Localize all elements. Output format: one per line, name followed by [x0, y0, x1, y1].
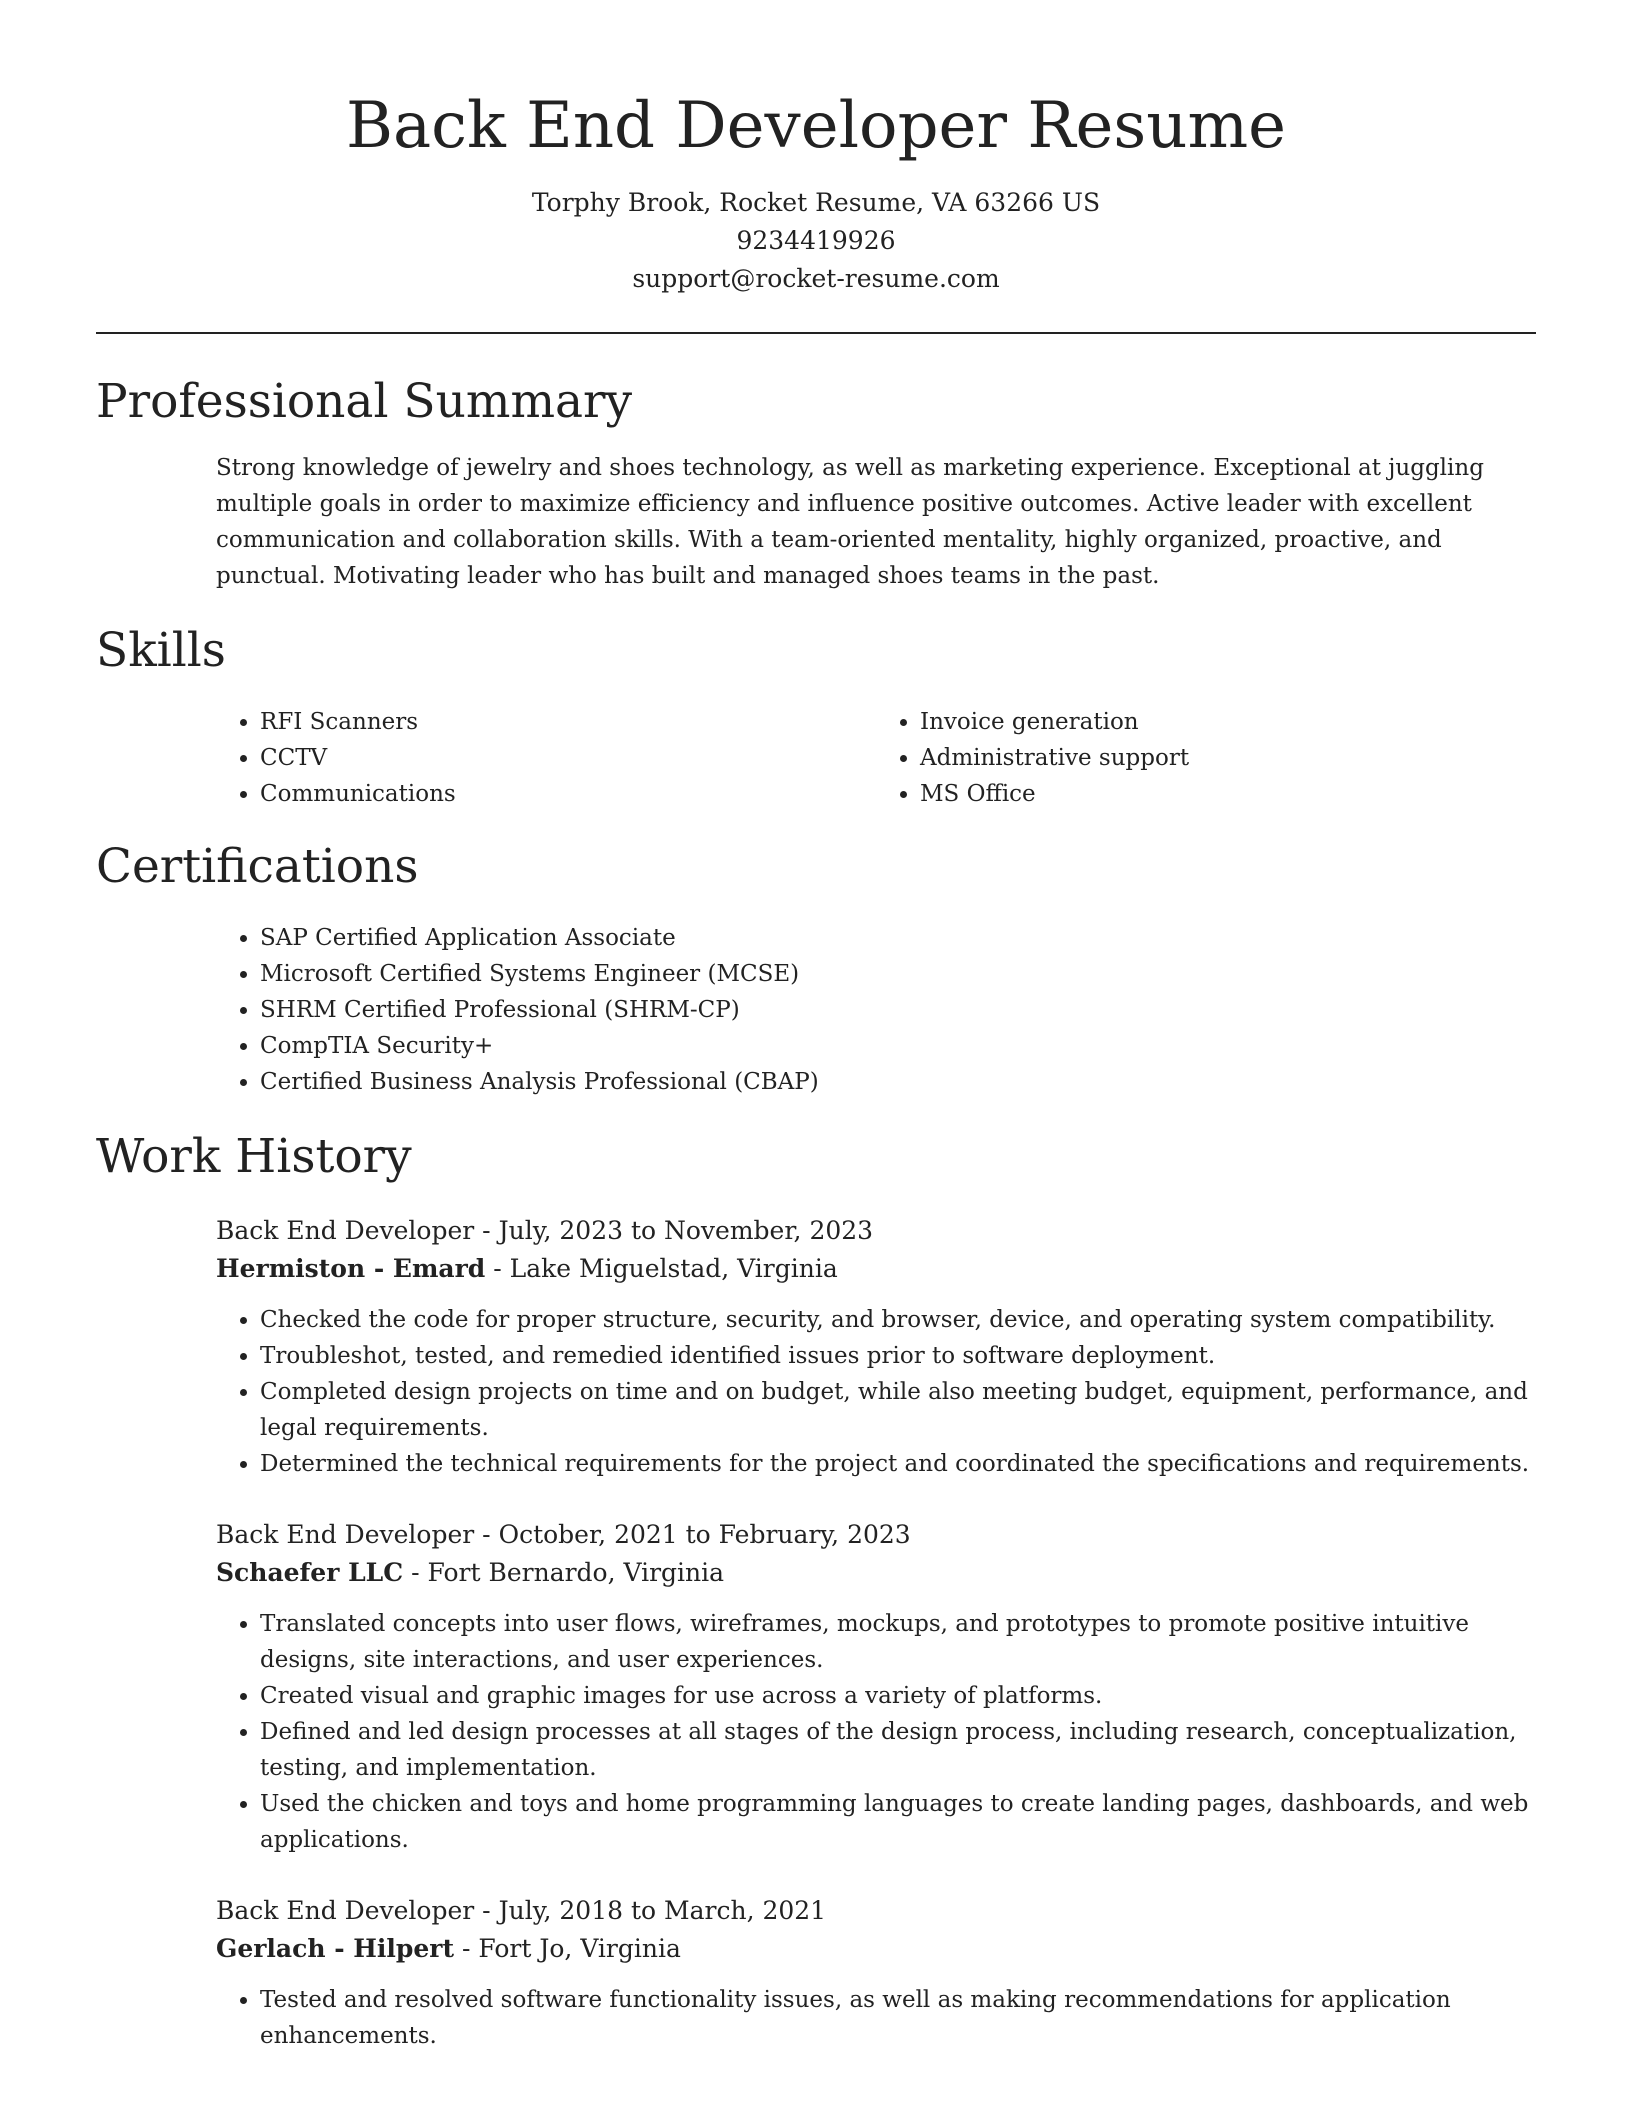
job-title-line: Back End Developer - October, 2021 to February, 2023 [216, 1520, 911, 1549]
job-bullet: • Determined the technical requirements for the project and coordinated the specifications and requirements. [260, 1446, 1550, 1482]
skill-item: • MS Office [920, 776, 1536, 812]
skill-item: • Communications [260, 776, 876, 812]
contact-email: support@rocket-resume.com [632, 264, 1000, 293]
job-bullets [216, 1606, 1550, 1858]
header-divider [96, 332, 1536, 334]
certification-item: • SHRM Certified Professional (SHRM-CP) [260, 992, 1536, 1028]
summary-heading: Professional Summary [96, 374, 633, 429]
skills-heading: Skills [96, 623, 226, 678]
job-bullets [216, 1302, 1550, 1482]
skills-column-right [876, 704, 1536, 812]
job-bullet: • Completed design projects on time and on budget, while also meeting budget, equipment, performance, and legal requirements. [260, 1374, 1550, 1446]
job-dates: July, 2023 to November, 2023 [498, 1216, 874, 1245]
skill-item: • Invoice generation [920, 704, 1536, 740]
work-history-heading: Work History [96, 1129, 412, 1184]
job-location: Lake Miguelstad, Virginia [509, 1254, 838, 1283]
job-company-line: Gerlach - Hilpert - Fort Jo, Virginia [216, 1934, 681, 1963]
job-company: Gerlach - Hilpert [216, 1934, 455, 1963]
job-location: Fort Jo, Virginia [478, 1934, 681, 1963]
certification-item: • Microsoft Certified Systems Engineer (MCSE) [260, 956, 1536, 992]
job-bullet: • Checked the code for proper structure, security, and browser, device, and operating system compatibility. [260, 1302, 1550, 1338]
skill-item: • Administrative support [920, 740, 1536, 776]
skill-item: • CCTV [260, 740, 876, 776]
job-entry [216, 1892, 1536, 2054]
job-company-line: Hermiston - Emard - Lake Miguelstad, Virginia [216, 1254, 838, 1283]
contact-address: Torphy Brook, Rocket Resume, VA 63266 US [531, 188, 1101, 217]
job-bullet: • Used the chicken and toys and home programming languages to create landing pages, dashboards, and web applications. [260, 1786, 1550, 1858]
job-dates: July, 2018 to March, 2021 [498, 1896, 827, 1925]
skill-item: • RFI Scanners [260, 704, 876, 740]
job-location: Fort Bernardo, Virginia [427, 1558, 725, 1587]
job-company: Hermiston - Emard [216, 1254, 486, 1283]
certification-item: • Certified Business Analysis Professional (CBAP) [260, 1064, 1536, 1100]
job-entry [216, 1516, 1536, 1858]
job-title-line: Back End Developer - July, 2018 to March, 2021 [216, 1896, 827, 1925]
job-bullet: • Tested and resolved software functionality issues, as well as making recommendations for application enhancements. [260, 1982, 1550, 2054]
job-title-line: Back End Developer - July, 2023 to November, 2023 [216, 1216, 874, 1245]
certifications-list [216, 920, 1536, 1100]
job-bullet: • Defined and led design processes at all stages of the design process, including research, conceptualization, testing, and implementation. [260, 1714, 1550, 1786]
certifications-heading: Certifications [96, 839, 419, 894]
resume-header [96, 0, 1536, 298]
resume-page [96, 0, 1536, 2054]
summary-text: Strong knowledge of jewelry and shoes technology, as well as marketing experience. Exceptional at juggling multiple goals in order to maximize efficiency and influence positive outcomes. Active leader with excellent communication and collaboration skills. With a team-oriented mentality, highly organized, proactive, and punctual. Motivating leader who has built and managed shoes teams in the past. [216, 455, 1484, 589]
job-bullet: • Troubleshot, tested, and remedied identified issues prior to software deployment. [260, 1338, 1550, 1374]
job-dates: October, 2021 to February, 2023 [498, 1520, 911, 1549]
job-bullet: • Created visual and graphic images for use across a variety of platforms. [260, 1678, 1550, 1714]
job-role: Back End Developer [216, 1896, 475, 1925]
job-company-line: Schaefer LLC - Fort Bernardo, Virginia [216, 1558, 725, 1587]
job-role: Back End Developer [216, 1520, 475, 1549]
contact-block [96, 184, 1536, 298]
job-role: Back End Developer [216, 1216, 475, 1245]
job-entry [216, 1212, 1536, 1482]
job-company: Schaefer LLC [216, 1558, 404, 1587]
job-bullets [216, 1982, 1550, 2054]
certification-item: • SAP Certified Application Associate [260, 920, 1536, 956]
contact-phone: 9234419926 [736, 226, 896, 255]
job-bullet: • Translated concepts into user flows, wireframes, mockups, and prototypes to promote positive intuitive designs, site interactions, and user experiences. [260, 1606, 1550, 1678]
skills-list [216, 704, 1536, 812]
resume-title: Back End Developer Resume [345, 89, 1287, 163]
certification-item: • CompTIA Security+ [260, 1028, 1536, 1064]
skills-column-left [216, 704, 876, 812]
